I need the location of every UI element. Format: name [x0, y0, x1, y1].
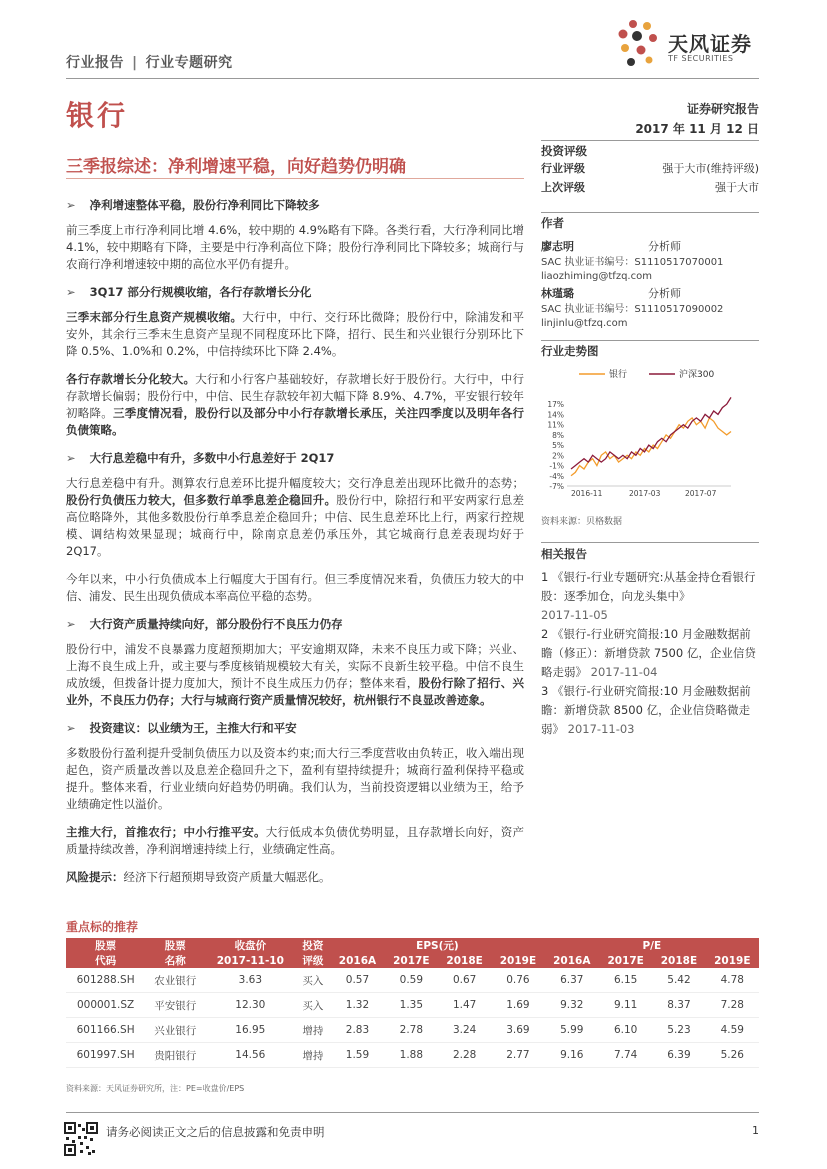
y-tick-label: 2%: [552, 451, 564, 461]
doc-kind: 证券研究报告: [686, 102, 759, 116]
table-source: 资料来源：天风证券研究所，注：PE=收盘价/EPS: [66, 1084, 245, 1093]
main-body: [66, 197, 524, 897]
author-heading: 作者: [541, 212, 759, 231]
cell-eps: 0.57: [330, 968, 384, 993]
cell-price: 3.63: [205, 968, 295, 993]
cell-code: 601997.SH: [66, 1043, 145, 1068]
trend-heading: 行业走势图: [541, 340, 759, 359]
cell-rating: 买入: [295, 968, 330, 993]
section-heading-text: 净利增速整体平稳，股份行净利同比下降较多: [89, 198, 320, 212]
rating-box: [541, 140, 759, 197]
paragraph: [66, 371, 524, 439]
cell-eps: 0.67: [438, 968, 491, 993]
paragraph: 今年以来，中小行负债成本上行幅度大于国有行。但三季度情况来看，负债压力较大的中信、浦发、民生出现负债成本率高位平稳的态势。: [66, 572, 524, 603]
rating-value: 强于大市: [715, 181, 759, 194]
cell-eps: 0.59: [385, 968, 438, 993]
related-date: 2017-11-04: [590, 665, 658, 679]
highlight-text: 三季度情况看，股份行以及部分中小行存款增长承压，关注四季度以及明年各行负债策略。: [66, 406, 524, 437]
header-rule: [66, 78, 759, 79]
cell-pe: 6.37: [545, 968, 599, 993]
cell-eps: 3.24: [438, 1018, 491, 1043]
x-tick-label: 2017-07: [685, 489, 717, 498]
paragraph-text: 股份行中，浦发不良暴露力度超预期加大；平安逾期双降，未来不良压力或下降；兴业、上海不良生成上升，或主要与季度核销规模较大有关，实际不良新生较平稳。中信不良生成放缓，但拨备计提力度加大，预计不良生成压力仍存；整体来看，: [66, 642, 524, 690]
title-rule: [66, 178, 524, 179]
cell-eps: 3.69: [491, 1018, 544, 1043]
section-heading-text: 大行息差稳中有升，多数中小行息差好于 2Q17: [89, 451, 335, 465]
highlight-text: 主推大行，首推农行；中小行推平安。: [66, 825, 266, 839]
cell-name: 兴业银行: [145, 1018, 205, 1043]
y-tick-label: -4%: [549, 471, 564, 481]
section-heading-3: [66, 450, 524, 467]
cell-pe: 6.39: [652, 1043, 705, 1068]
cell-pe: 7.74: [599, 1043, 652, 1068]
cell-eps: 2.78: [385, 1018, 438, 1043]
cell-pe: 8.37: [652, 993, 705, 1018]
table-subheader-row: [66, 953, 759, 968]
rating-heading: 投资评级: [541, 140, 759, 159]
y-tick-label: 14%: [547, 410, 564, 420]
y-tick-label: -7%: [549, 482, 564, 491]
cell-eps: 0.76: [491, 968, 544, 993]
section-heading-1: [66, 197, 524, 214]
report-subtype: 行业专题研究: [145, 55, 233, 71]
recommend-table: [66, 938, 759, 1068]
paragraph: 多数股份行盈利提升受制负债压力以及资本约束;而大行三季度营收由负转正，收入端出现起色，资产质量改善以及息差企稳回升之下，盈利有望持续提升；城商行盈利保持平稳或提升。整体来看，行业业绩向好趋势仍明确。我们认为，当前投资逻辑以业绩为王，给予业绩确定性以溢价。: [66, 746, 524, 811]
cell-rating: 增持: [295, 1043, 330, 1068]
related-date: 2017-11-03: [567, 722, 635, 736]
report-category: [66, 52, 233, 72]
x-tick-label: 2016-11: [571, 489, 603, 498]
page-title: 三季报综述：净利增速平稳，向好趋势仍明确: [66, 157, 406, 177]
brand-name: 天风证券: [668, 32, 752, 56]
table-row: [66, 1043, 759, 1068]
series-line: [571, 397, 731, 469]
cell-pe: 5.26: [706, 1043, 759, 1068]
col-subheader: 2017-11-10: [205, 953, 295, 968]
author-role: 分析师: [648, 240, 681, 253]
brand-name-en: TF SECURITIES: [668, 54, 734, 63]
col-subheader: 名称: [145, 953, 205, 968]
related-date: 2017-11-05: [541, 608, 608, 622]
logo-mark-icon: [619, 20, 658, 66]
risk-note: [66, 869, 524, 886]
cell-eps: 1.35: [385, 993, 438, 1018]
related-item[interactable]: [541, 625, 759, 682]
cell-pe: 9.32: [545, 993, 599, 1018]
cell-code: 000001.SZ: [66, 993, 145, 1018]
cell-pe: 4.59: [706, 1018, 759, 1043]
section-heading-text: 投资建议：以业绩为王，主推大行和平安: [89, 721, 297, 735]
highlight-text: 股份行负债压力较大，但多数行单季息差企稳回升。: [66, 493, 337, 507]
cell-pe: 5.42: [652, 968, 705, 993]
cell-pe: 6.10: [599, 1018, 652, 1043]
col-header-name: 股票: [145, 938, 205, 953]
col-year: 2017E: [385, 953, 438, 968]
qr-code-icon: [64, 1122, 98, 1156]
col-year: 2019E: [491, 953, 544, 968]
paragraph: [66, 309, 524, 360]
arrow-icon: ➢: [66, 617, 76, 631]
cell-price: 14.56: [205, 1043, 295, 1068]
trend-box: [541, 340, 759, 359]
author-license: SAC 执业证书编号：S1110517070001: [541, 257, 724, 268]
cell-pe: 6.15: [599, 968, 652, 993]
author-name: 林瑾璐: [541, 287, 574, 300]
footer-rule: [66, 1112, 759, 1113]
col-subheader: 评级: [295, 953, 330, 968]
chart-source: 资料来源：贝格数据: [541, 517, 623, 527]
y-tick-label: -1%: [549, 461, 564, 471]
col-year: 2019E: [706, 953, 759, 968]
cell-name: 贵阳银行: [145, 1043, 205, 1068]
arrow-icon: ➢: [66, 721, 76, 735]
trend-chart: [541, 360, 759, 508]
y-tick-label: 5%: [552, 441, 564, 451]
cell-pe: 5.23: [652, 1018, 705, 1043]
cell-code: 601288.SH: [66, 968, 145, 993]
table-row: [66, 968, 759, 993]
paragraph-text: 大行低成本负债优势明显，且存款增长向好，资产质量持续改善，净利润增速持续上行，业绩确定性高。: [66, 825, 524, 856]
author-row: [541, 237, 681, 256]
col-year: 2017E: [599, 953, 652, 968]
author-email-link[interactable]: linjinlu@tfzq.com: [541, 318, 628, 329]
highlight-text: 股份行除了招行、兴业外，不良压力仍存；大行与城商行资产质量情况较好，杭州银行不良显改善迹象。: [66, 676, 524, 707]
related-title: 1 《银行-行业专题研究:从基金持仓看银行股：逐季加仓，向龙头集中》: [541, 570, 756, 603]
related-item[interactable]: [541, 682, 759, 739]
table-row: [66, 1018, 759, 1043]
legend-label: 沪深300: [679, 370, 715, 380]
section-heading-2: [66, 284, 524, 301]
author-role: 分析师: [648, 287, 681, 300]
section-heading-5: [66, 720, 524, 737]
related-item[interactable]: [541, 568, 759, 625]
page-number: 1: [752, 1124, 759, 1137]
related-heading: 相关报告: [541, 542, 759, 564]
highlight-text: 三季末部分行生息资产规模收缩。: [66, 310, 243, 324]
table-header-row: [66, 938, 759, 953]
rating-label: 上次评级: [541, 181, 585, 194]
rating-row: [541, 159, 759, 178]
col-year: 2018E: [438, 953, 491, 968]
cell-eps: 1.88: [385, 1043, 438, 1068]
rating-label: 行业评级: [541, 162, 585, 175]
highlight-text: 各行存款增长分化较大。: [66, 372, 196, 386]
cell-code: 601166.SH: [66, 1018, 145, 1043]
paragraph: [66, 641, 524, 709]
section-heading-4: [66, 616, 524, 633]
cell-eps: 2.77: [491, 1043, 544, 1068]
cell-eps: 1.32: [330, 993, 384, 1018]
cell-price: 16.95: [205, 1018, 295, 1043]
col-header-rating: 投资: [295, 938, 330, 953]
cell-eps: 2.83: [330, 1018, 384, 1043]
table-title: 重点标的推荐: [66, 920, 139, 934]
table-row: [66, 993, 759, 1018]
cell-pe: 7.28: [706, 993, 759, 1018]
rating-row: [541, 178, 759, 197]
col-year: 2016A: [330, 953, 384, 968]
section-heading-text: 大行资产质量持续向好，部分股份行不良压力仍存: [89, 617, 343, 631]
paragraph-text: 大行和小行客户基础较好，存款增长好于股份行。大行中，中行存款增长偏弱；股份行中，中信、民生存款较年初大幅下降 8.9%、4.7%，平安银行较年初略降。: [66, 372, 524, 420]
cell-eps: 1.47: [438, 993, 491, 1018]
author-name: 廖志明: [541, 240, 574, 253]
col-header-pe: P/E: [545, 938, 759, 953]
cell-rating: 增持: [295, 1018, 330, 1043]
divider: |: [132, 55, 138, 71]
y-tick-label: 8%: [552, 430, 564, 440]
cell-price: 12.30: [205, 993, 295, 1018]
report-type: 行业报告: [66, 55, 124, 71]
disclaimer: 请务必阅读正文之后的信息披露和免责申明: [106, 1125, 325, 1139]
y-tick-label: 17%: [547, 400, 564, 410]
related-title: 3 《银行-行业研究简报:10 月金融数据前瞻：新增贷款 8500 亿，企业信贷略微走弱》: [541, 684, 751, 736]
cell-rating: 买入: [295, 993, 330, 1018]
sector-title: 银行: [66, 99, 129, 132]
author-email-link[interactable]: liaozhiming@tfzq.com: [541, 271, 652, 282]
paragraph-text: 大行中，中行、交行环比微降；股份行中，除浦发和平安外，其余行三季末生息资产呈现不同程度环比下降，招行、民生和兴业银行分别环比下降 0.5%、1.0%和 0.2%，中信持续环比下降 2.4%。: [66, 310, 524, 358]
cell-eps: 1.69: [491, 993, 544, 1018]
related-reports: [541, 542, 759, 739]
col-year: 2018E: [652, 953, 705, 968]
arrow-icon: ➢: [66, 451, 76, 465]
paragraph-text: 经济下行超预期导致资产质量大幅恶化。: [123, 870, 331, 884]
cell-eps: 2.28: [438, 1043, 491, 1068]
cell-eps: 1.59: [330, 1043, 384, 1068]
paragraph: [66, 475, 524, 560]
paragraph-text: 大行息差稳中有升。测算农行息差环比提升幅度较大；交行净息差出现环比微升的态势；: [66, 476, 524, 490]
author-license: SAC 执业证书编号：S1110517090002: [541, 304, 724, 315]
cell-name: 平安银行: [145, 993, 205, 1018]
cell-pe: 5.99: [545, 1018, 599, 1043]
table-body: [66, 968, 759, 1068]
arrow-icon: ➢: [66, 198, 76, 212]
author-row: [541, 284, 681, 303]
legend-label: 银行: [609, 370, 628, 380]
col-year: 2016A: [545, 953, 599, 968]
related-title: 2 《银行-行业研究简报:10 月金融数据前瞻（修正）：新增贷款 7500 亿，企业信贷略走弱》: [541, 627, 756, 679]
rating-value: 强于大市(维持评级): [662, 162, 759, 175]
author-box: [541, 212, 759, 331]
paragraph-text: 股份行中，除招行和平安两家行息差高位略降外，其他多数股份行单季息差企稳回升；中信、民生息差环比上行，两家行控规模、调结构效果显现；城商行中，除南京息差仍承压外，其它城商行息差表现均好于 2Q17。: [66, 493, 524, 558]
cell-pe: 4.78: [706, 968, 759, 993]
section-heading-text: 3Q17 部分行规模收缩，各行存款增长分化: [89, 285, 312, 299]
highlight-text: 风险提示：: [66, 870, 124, 884]
cell-pe: 9.11: [599, 993, 652, 1018]
arrow-icon: ➢: [66, 285, 76, 299]
cell-pe: 9.16: [545, 1043, 599, 1068]
report-date: 2017 年 11 月 12 日: [635, 122, 759, 136]
col-header-code: 股票: [66, 938, 145, 953]
x-tick-label: 2017-03: [629, 489, 661, 498]
col-subheader: 代码: [66, 953, 145, 968]
col-header-price: 收盘价: [205, 938, 295, 953]
paragraph: 前三季度上市行净利同比增 4.6%，较中期的 4.9%略有下降。各类行看，大行净利同比增 4.1%，较中期略有下降，主要是中行净利高位下降；股份行净利同比下降较多；城商行与农商行净利增速较中期的高位水平仍有提升。: [66, 223, 524, 271]
y-tick-label: 11%: [547, 420, 564, 430]
col-header-eps: EPS(元): [330, 938, 544, 953]
paragraph: [66, 824, 524, 858]
cell-name: 农业银行: [145, 968, 205, 993]
